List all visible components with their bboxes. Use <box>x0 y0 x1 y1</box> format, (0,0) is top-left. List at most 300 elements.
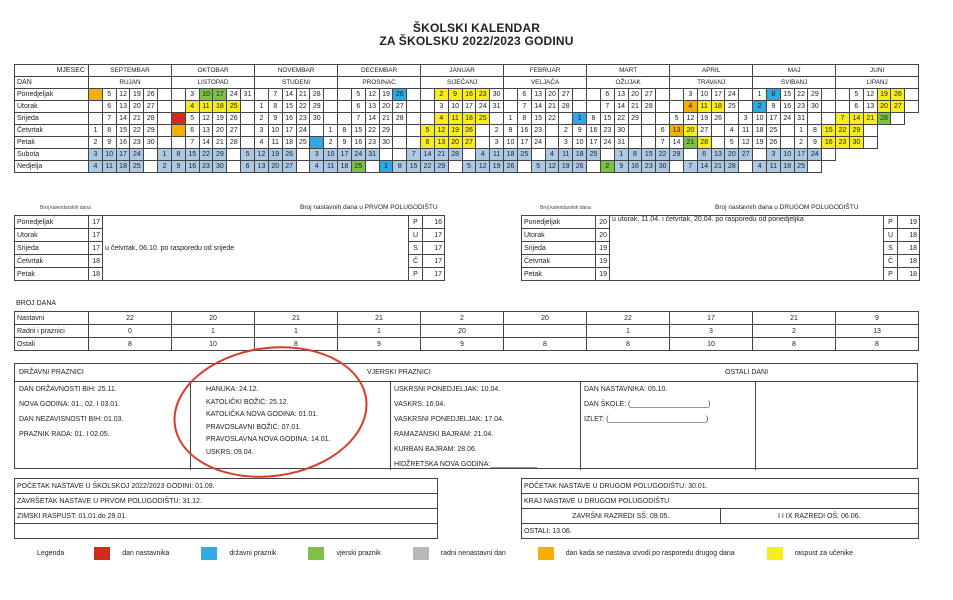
calendar-date-cell: 13 <box>531 89 545 101</box>
semester-calendar-days: 19 <box>596 242 610 255</box>
calendar-date-cell: 21 <box>545 101 559 113</box>
calendar-date-cell <box>780 125 794 137</box>
calendar-date-cell <box>670 101 684 113</box>
calendar-date-cell: 7 <box>407 149 421 161</box>
semester-day-letter: P <box>409 216 423 229</box>
calendar-date-cell: 31 <box>241 89 255 101</box>
semester-teaching-days: 18 <box>898 229 920 242</box>
calendar-row <box>15 113 919 125</box>
calendar-date-cell: 16 <box>282 113 296 125</box>
legend-swatch <box>413 547 429 560</box>
month-local-name: LISTOPAD <box>171 77 254 89</box>
semester-calendar-days: 19 <box>596 268 610 281</box>
calendar-date-cell: 23 <box>476 89 490 101</box>
calendar-date-cell <box>324 89 338 101</box>
calendar-date-cell: 11 <box>324 161 338 173</box>
broj-dana-title: BROJ DANA <box>16 300 57 307</box>
calendar-date-cell: 21 <box>130 113 144 125</box>
calendar-date-cell: 7 <box>102 113 116 125</box>
bottom-left-empty <box>15 524 438 539</box>
calendar-date-cell: 26 <box>711 113 725 125</box>
legend-label: državni praznik <box>229 550 277 557</box>
school-year-start: POČETAK NASTAVE U ŠKOLSKOJ 2022/2023 GODINI: 01.09. <box>15 479 438 494</box>
calendar-date-cell: 3 <box>255 125 269 137</box>
calendar-date-cell: 23 <box>600 125 614 137</box>
calendar-date-cell: 30 <box>656 161 670 173</box>
calendar-date-cell: 10 <box>268 125 282 137</box>
calendar-date-cell: 3 <box>434 101 448 113</box>
second-semester-start: POČETAK NASTAVE U DRUGOM POLUGODIŠTU: 30.01. <box>522 479 919 494</box>
calendar-row <box>15 161 919 173</box>
calendar-date-cell: 8 <box>767 89 781 101</box>
calendar-date-cell: 9 <box>614 161 628 173</box>
days-count-label: Nastavni <box>15 312 89 325</box>
calendar-date-cell: 12 <box>434 125 448 137</box>
calendar-date-cell: 30 <box>849 137 863 149</box>
semester-note: u utorak, 11.04. i četvrtak, 20.04. po rasporedu od ponedjeljka <box>610 216 884 281</box>
calendar-date-cell: 27 <box>739 149 753 161</box>
calendar-date-cell: 8 <box>171 149 185 161</box>
month-local-name: VELJAČA <box>504 77 587 89</box>
calendar-date-cell <box>545 125 559 137</box>
religious-holidays-list-b <box>394 385 537 491</box>
month-local-name: PROSINAC <box>338 77 421 89</box>
calendar-date-cell: 30 <box>144 137 158 149</box>
calendar-date-cell: 25 <box>725 101 739 113</box>
calendar-date-cell: 10 <box>573 137 587 149</box>
second-semester-small-header: Broj kalendarskih dana <box>540 205 591 211</box>
calendar-date-cell: 24 <box>725 89 739 101</box>
holiday-item: KURBAN BAJRAM: 28.06. <box>394 446 477 453</box>
calendar-date-cell: 7 <box>517 101 531 113</box>
state-holidays-title: DRŽAVNI PRAZNICI <box>19 369 84 376</box>
semester-day-label: Ponedjeljak <box>15 216 89 229</box>
calendar-date-cell: 4 <box>255 137 269 149</box>
calendar-date-cell <box>559 113 573 125</box>
holiday-item: DAN ŠKOLE: (____________________) <box>584 401 711 408</box>
semester-day-letter: P <box>884 268 898 281</box>
days-count-value: 1 <box>255 325 338 338</box>
calendar-date-cell: 1 <box>794 125 808 137</box>
calendar-date-cell: 12 <box>739 137 753 149</box>
calendar-date-cell: 16 <box>185 161 199 173</box>
legend <box>37 547 885 560</box>
calendar-date-cell: 18 <box>282 137 296 149</box>
holiday-item: DAN DRŽAVNOSTI BIH: 25.11. <box>19 386 117 393</box>
calendar-date-cell <box>905 101 919 113</box>
calendar-date-cell: 11 <box>490 149 504 161</box>
calendar-date-cell: 3 <box>559 137 573 149</box>
days-count-value: 0 <box>89 325 172 338</box>
semester-day-label: Srijeda <box>15 242 89 255</box>
semester-day-letter: U <box>884 229 898 242</box>
legend-label: raspust za učenike <box>794 550 854 557</box>
first-semester-end: ZAVRŠETAK NASTAVE U PRVOM POLUGODIŠTU: 31.12. <box>15 494 438 509</box>
other-days-title: OSTALI DANI <box>725 369 769 376</box>
final-classes-ss: ZAVRŠNI RAZREDI SŠ: 09.05. <box>522 509 721 524</box>
calendar-date-cell <box>227 149 241 161</box>
calendar-date-cell: 6 <box>600 89 614 101</box>
calendar-date-cell <box>642 113 656 125</box>
semester-calendar-days: 19 <box>596 255 610 268</box>
calendar-date-cell: 1 <box>614 149 628 161</box>
calendar-date-cell <box>517 161 531 173</box>
calendar-date-cell: 14 <box>421 149 435 161</box>
calendar-date-cell: 30 <box>614 125 628 137</box>
calendar-date-cell: 2 <box>559 125 573 137</box>
holidays-divider <box>15 381 919 382</box>
calendar-date-cell: 8 <box>393 161 407 173</box>
calendar-date-cell <box>158 113 172 125</box>
calendar-date-cell: 1 <box>89 125 103 137</box>
calendar-date-cell: 6 <box>697 149 711 161</box>
calendar-date-cell: 14 <box>670 137 684 149</box>
calendar-date-cell: 17 <box>711 89 725 101</box>
calendar-date-cell: 13 <box>255 161 269 173</box>
calendar-date-cell <box>241 125 255 137</box>
semester-day-label: Utorak <box>522 229 596 242</box>
calendar-date-cell <box>670 161 684 173</box>
legend-swatch <box>538 547 554 560</box>
holiday-item: HIDŽRETSKA NOVA GODINA:____________ <box>394 461 538 468</box>
semester-day-letter: Č <box>409 255 423 268</box>
calendar-date-cell: 9 <box>171 161 185 173</box>
calendar-date-cell: 3 <box>310 149 324 161</box>
days-count-value: 3 <box>670 325 753 338</box>
calendar-date-cell <box>905 89 919 101</box>
calendar-date-cell: 14 <box>365 113 379 125</box>
calendar-date-cell <box>822 113 836 125</box>
calendar-date-cell <box>656 101 670 113</box>
holiday-item: VASKRSNI PONEDJELJAK: 17.04. <box>394 416 504 423</box>
calendar-date-cell: 23 <box>130 137 144 149</box>
semester-teaching-days: 18 <box>898 242 920 255</box>
title-line-1: ŠKOLSKI KALENDAR <box>412 21 541 35</box>
calendar-date-cell: 16 <box>822 137 836 149</box>
day-header-label: DAN <box>15 77 89 89</box>
calendar-date-cell: 30 <box>490 89 504 101</box>
calendar-date-cell: 18 <box>711 101 725 113</box>
calendar-date-cell: 13 <box>711 149 725 161</box>
calendar-date-cell: 8 <box>628 149 642 161</box>
calendar-date-cell: 5 <box>531 161 545 173</box>
calendar-date-cell: 11 <box>448 113 462 125</box>
days-count-value: 1 <box>172 325 255 338</box>
calendar-date-cell: 7 <box>600 101 614 113</box>
broj-dana-table <box>14 311 919 351</box>
month-name: JUNI <box>836 65 919 77</box>
calendar-date-cell: 19 <box>379 89 393 101</box>
calendar-date-cell: 14 <box>697 161 711 173</box>
calendar-date-cell <box>753 149 767 161</box>
calendar-date-cell: 23 <box>199 161 213 173</box>
calendar-date-cell: 13 <box>365 101 379 113</box>
calendar-date-cell: 27 <box>462 137 476 149</box>
calendar-date-cell: 10 <box>753 113 767 125</box>
calendar-date-cell: 18 <box>780 161 794 173</box>
calendar-date-cell: 21 <box>628 101 642 113</box>
holidays-col-divider <box>580 381 581 470</box>
calendar-date-cell: 12 <box>863 89 877 101</box>
calendar-row <box>15 137 919 149</box>
bottom-right-table <box>521 478 919 539</box>
calendar-row <box>15 89 919 101</box>
calendar-date-cell <box>504 89 518 101</box>
calendar-day-label: Četvrtak <box>15 125 89 137</box>
calendar-date-cell <box>407 125 421 137</box>
days-count-value: 21 <box>255 312 338 325</box>
calendar-date-cell: 20 <box>379 101 393 113</box>
calendar-date-cell: 13 <box>199 125 213 137</box>
calendar-date-cell: 11 <box>102 161 116 173</box>
calendar-date-cell <box>241 113 255 125</box>
semester-teaching-days: 17 <box>423 268 445 281</box>
calendar-date-cell: 10 <box>697 89 711 101</box>
holiday-item: DAN NASTAVNIKA: 05.10. <box>584 386 668 393</box>
calendar-date-cell: 22 <box>130 125 144 137</box>
calendar-date-cell: 8 <box>517 113 531 125</box>
calendar-date-cell: 15 <box>531 113 545 125</box>
month-name: FEBRUAR <box>504 65 587 77</box>
calendar-date-cell: 8 <box>338 125 352 137</box>
days-count-value: 22 <box>89 312 172 325</box>
calendar-date-cell <box>338 101 352 113</box>
calendar-date-cell: 7 <box>268 89 282 101</box>
days-count-value: 8 <box>255 338 338 351</box>
calendar-date-cell: 12 <box>683 113 697 125</box>
calendar-date-cell: 12 <box>199 113 213 125</box>
calendar-date-cell: 12 <box>545 161 559 173</box>
calendar-date-cell: 28 <box>393 113 407 125</box>
calendar-date-cell: 3 <box>89 149 103 161</box>
legend-swatch <box>94 547 110 560</box>
calendar-date-cell <box>407 89 421 101</box>
month-name: SEPTEMBAR <box>89 65 172 77</box>
days-count-value: 20 <box>504 312 587 325</box>
days-count-value: 21 <box>753 312 836 325</box>
calendar-date-cell: 10 <box>199 89 213 101</box>
calendar-date-cell: 21 <box>434 149 448 161</box>
calendar-date-cell: 31 <box>490 101 504 113</box>
semester-teaching-days: 19 <box>898 216 920 229</box>
calendar-date-cell <box>365 161 379 173</box>
calendar-date-cell: 16 <box>780 101 794 113</box>
calendar-date-cell: 31 <box>614 137 628 149</box>
calendar-date-cell: 5 <box>725 137 739 149</box>
calendar-date-cell: 24 <box>808 149 822 161</box>
calendar-date-cell: 27 <box>697 125 711 137</box>
calendar-date-cell: 29 <box>144 125 158 137</box>
calendar-date-cell <box>587 101 601 113</box>
calendar-date-cell: 29 <box>808 89 822 101</box>
calendar-date-cell <box>739 161 753 173</box>
calendar-row <box>15 149 919 161</box>
calendar-date-cell: 18 <box>338 161 352 173</box>
calendar-date-cell: 24 <box>780 113 794 125</box>
calendar-date-cell: 8 <box>268 101 282 113</box>
calendar-date-cell <box>587 89 601 101</box>
legend-swatch <box>767 547 783 560</box>
month-local-name: RUJAN <box>89 77 172 89</box>
calendar-date-cell: 26 <box>767 137 781 149</box>
semester-day-label: Četvrtak <box>15 255 89 268</box>
calendar-date-cell: 27 <box>559 89 573 101</box>
calendar-date-cell: 7 <box>351 113 365 125</box>
calendar-date-cell: 31 <box>365 149 379 161</box>
calendar-date-cell: 19 <box>448 125 462 137</box>
holiday-item: KATOLIČKA NOVA GODINA: 01.01. <box>206 411 319 418</box>
calendar-date-cell: 29 <box>849 125 863 137</box>
days-count-value: 1 <box>338 325 421 338</box>
legend-label: dan nastavnika <box>122 550 170 557</box>
calendar-row <box>15 125 919 137</box>
document-title <box>0 22 953 48</box>
calendar-date-cell: 4 <box>683 101 697 113</box>
month-name: APRIL <box>670 65 753 77</box>
calendar-date-cell: 27 <box>227 125 241 137</box>
holiday-item: NOVA GODINA: 01., 02. I 03.01. <box>19 401 121 408</box>
calendar-date-cell <box>476 137 490 149</box>
calendar-date-cell: 6 <box>421 137 435 149</box>
calendar-date-cell: 20 <box>683 125 697 137</box>
second-semester-header: Broj nastavnih dana u DRUGOM POLUGODIŠTU <box>715 204 859 211</box>
month-name: MAJ <box>753 65 836 77</box>
calendar-date-cell: 1 <box>158 149 172 161</box>
holiday-item: HANUKA: 24.12. <box>206 386 259 393</box>
calendar-date-cell: 23 <box>365 137 379 149</box>
calendar-date-cell: 9 <box>102 137 116 149</box>
days-count-value: 17 <box>670 312 753 325</box>
calendar-date-cell <box>338 113 352 125</box>
days-count-label: Radni i praznici <box>15 325 89 338</box>
calendar-date-cell: 4 <box>725 125 739 137</box>
calendar-date-cell: 21 <box>683 137 697 149</box>
days-count-value: 13 <box>836 325 919 338</box>
calendar-date-cell: 19 <box>559 161 573 173</box>
calendar-date-cell: 5 <box>849 89 863 101</box>
calendar-date-cell: 19 <box>213 113 227 125</box>
calendar-date-cell: 24 <box>476 101 490 113</box>
calendar-day-label: Nedjelja <box>15 161 89 173</box>
calendar-date-cell: 29 <box>628 113 642 125</box>
calendar-date-cell: 22 <box>199 149 213 161</box>
calendar-date-cell <box>739 101 753 113</box>
calendar-date-cell: 27 <box>144 101 158 113</box>
calendar-date-cell: 6 <box>102 101 116 113</box>
calendar-date-cell <box>711 137 725 149</box>
calendar-date-cell: 9 <box>448 89 462 101</box>
first-semester-header: Broj nastavnih dana u PRVOM POLUGODIŠTU <box>300 204 438 211</box>
calendar-date-cell: 29 <box>670 149 684 161</box>
month-local-name: SVIBANJ <box>753 77 836 89</box>
calendar-date-cell: 3 <box>739 113 753 125</box>
calendar-date-cell: 8 <box>808 125 822 137</box>
calendar-date-cell <box>642 137 656 149</box>
calendar-date-cell: 17 <box>794 149 808 161</box>
calendar-date-cell: 3 <box>490 137 504 149</box>
calendar-date-cell: 9 <box>504 125 518 137</box>
bottom-left-table <box>14 478 438 539</box>
calendar-date-cell <box>324 113 338 125</box>
semester-calendar-days: 20 <box>596 216 610 229</box>
second-semester-end: KRAJ NASTAVE U DRUGOM POLUGODIŠTU <box>522 494 919 509</box>
calendar-date-cell: 29 <box>379 125 393 137</box>
calendar-date-cell: 11 <box>199 101 213 113</box>
calendar-date-cell: 17 <box>517 137 531 149</box>
calendar-date-cell: 29 <box>310 101 324 113</box>
calendar-date-cell: 31 <box>794 113 808 125</box>
semester-calendar-days: 17 <box>89 242 103 255</box>
calendar-date-cell: 16 <box>351 137 365 149</box>
semester-day-label: Petak <box>15 268 89 281</box>
month-local-name: LIPANJ <box>836 77 919 89</box>
month-local-name: OŽUJAK <box>587 77 670 89</box>
calendar-date-cell: 11 <box>767 161 781 173</box>
calendar-date-cell: 10 <box>504 137 518 149</box>
calendar-date-cell <box>144 149 158 161</box>
calendar-date-cell: 26 <box>282 149 296 161</box>
calendar-date-cell: 18 <box>462 113 476 125</box>
calendar-date-cell: 26 <box>227 113 241 125</box>
calendar-date-cell: 17 <box>767 113 781 125</box>
calendar-date-cell <box>891 113 905 125</box>
calendar-date-cell: 2 <box>794 137 808 149</box>
semester-calendar-days: 20 <box>596 229 610 242</box>
month-name: JANUAR <box>421 65 504 77</box>
calendar-date-cell: 26 <box>504 161 518 173</box>
calendar-date-cell <box>393 149 407 161</box>
calendar-date-cell: 22 <box>656 149 670 161</box>
calendar-date-cell: 2 <box>490 125 504 137</box>
holiday-item: KATOLIČKI BOŽIĆ: 25.12. <box>206 398 289 406</box>
calendar-date-cell: 28 <box>227 137 241 149</box>
calendar-date-cell <box>379 149 393 161</box>
calendar-date-cell: 8 <box>102 125 116 137</box>
calendar-date-cell: 1 <box>753 89 767 101</box>
calendar-date-cell: 21 <box>379 113 393 125</box>
calendar-date-cell: 19 <box>877 89 891 101</box>
calendar-date-cell <box>822 89 836 101</box>
calendar-date-cell <box>628 125 642 137</box>
calendar-date-cell <box>310 125 324 137</box>
calendar-date-cell: 25 <box>587 149 601 161</box>
calendar-date-cell: 11 <box>697 101 711 113</box>
calendar-date-cell: 6 <box>185 125 199 137</box>
holidays-col-divider <box>390 381 391 470</box>
calendar-day-label: Subota <box>15 149 89 161</box>
calendar-date-cell <box>421 113 435 125</box>
calendar-date-cell: 14 <box>614 101 628 113</box>
calendar-date-cell: 12 <box>116 89 130 101</box>
calendar-date-cell: 2 <box>89 137 103 149</box>
calendar-date-cell: 29 <box>434 161 448 173</box>
calendar-date-cell: 15 <box>780 89 794 101</box>
calendar-date-cell <box>863 125 877 137</box>
calendar-date-cell <box>338 89 352 101</box>
calendar-date-cell: 1 <box>573 113 587 125</box>
calendar-date-cell: 5 <box>102 89 116 101</box>
calendar-date-cell: 4 <box>185 101 199 113</box>
calendar-date-cell <box>739 89 753 101</box>
holiday-item: VASKRS: 16.04. <box>394 401 446 408</box>
others-end: OSTALI: 13.06. <box>522 524 919 539</box>
calendar-date-cell: 13 <box>116 101 130 113</box>
calendar-date-cell <box>241 101 255 113</box>
semester-day-letter: S <box>409 242 423 255</box>
calendar-date-cell: 23 <box>836 137 850 149</box>
month-name: NOVEMBAR <box>255 65 338 77</box>
calendar-date-cell <box>836 89 850 101</box>
